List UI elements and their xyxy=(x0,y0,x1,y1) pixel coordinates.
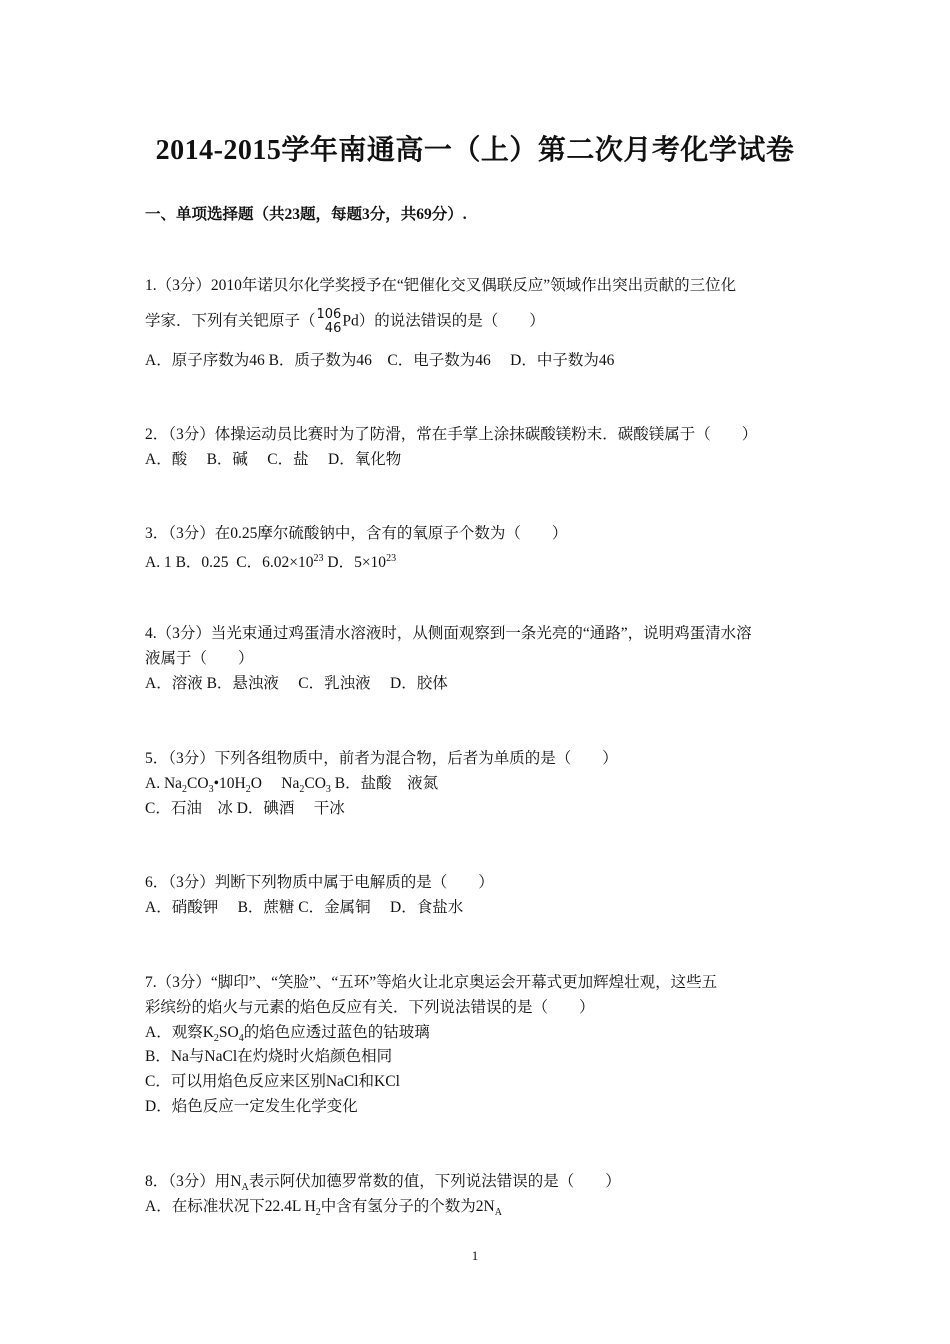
isotope-notation xyxy=(317,308,342,336)
subscript: 2 xyxy=(245,784,251,796)
question-7-option-a xyxy=(145,1023,430,1049)
subscript: 2 xyxy=(213,1033,219,1045)
section-heading: 一、单项选择题（共23题，每题3分，共69分）. xyxy=(145,206,467,223)
text: A．观察K xyxy=(145,1024,214,1041)
subscript: 3 xyxy=(325,784,331,796)
isotope-mass-number: 106 xyxy=(316,307,342,322)
text: A. Na xyxy=(145,775,183,792)
question-1-text-end: ）的说法错误的是（ ） xyxy=(358,312,545,330)
question-8-option-a xyxy=(145,1197,502,1223)
subscript: A xyxy=(494,1207,502,1219)
page-number: 1 xyxy=(471,1248,479,1263)
text: SO xyxy=(218,1024,239,1041)
text: O Na xyxy=(250,775,300,792)
text: 表示阿伏加德罗常数的值，下列说法错误的是（ ） xyxy=(248,1173,621,1190)
question-7-line-1: 7.（3分）“脚印”、“笑脸”、“五环”等焰火让北京奥运会开幕式更加辉煌壮观，这些五 xyxy=(145,974,718,991)
question-5-option-c: C．石油 冰 D．碘酒 干冰 xyxy=(145,800,345,817)
text: 中含有氢分子的个数为2N xyxy=(320,1198,495,1215)
question-1-line-1: 1.（3分）2010年诺贝尔化学奖授予在“钯催化交叉偶联反应”领域作出突出贡献的三位化 xyxy=(145,277,737,294)
question-6-line-1: 6．（3分）判断下列物质中属于电解质的是（ ） xyxy=(145,874,494,891)
question-2-line-1: 2．（3分）体操运动员比赛时为了防滑，常在手掌上涂抹碳酸镁粉末．碳酸镁属于（ ） xyxy=(145,426,758,443)
question-4-line-1: 4.（3分）当光束通过鸡蛋清水溶液时，从侧面观察到一条光亮的“通路”，说明鸡蛋清水溶 xyxy=(145,625,752,642)
text: 8．（3分）用N xyxy=(145,1173,242,1190)
question-4-line-2: 液属于（ ） xyxy=(145,650,254,667)
exponent: 23 xyxy=(313,553,324,564)
text: CO xyxy=(304,775,326,792)
exponent: 23 xyxy=(386,553,397,564)
question-7-option-c: C．可以用焰色反应来区别NaCl和KCl xyxy=(145,1073,400,1090)
question-3-option-d: D．5×10 xyxy=(323,554,387,572)
subscript: A xyxy=(241,1182,249,1194)
question-3-options xyxy=(145,549,396,573)
text: CO xyxy=(187,775,209,792)
question-7-option-d: D．焰色反应一定发生化学变化 xyxy=(145,1098,358,1115)
text: 的焰色应透过蓝色的钴玻璃 xyxy=(243,1024,430,1041)
question-1-text: 学家．下列有关钯原子（ xyxy=(145,312,316,330)
isotope-symbol: Pd xyxy=(342,312,359,330)
question-1-line-2 xyxy=(145,308,545,336)
subscript: 2 xyxy=(299,784,305,796)
text: •10H xyxy=(213,775,246,792)
text: B．盐酸 液氮 xyxy=(330,775,439,792)
question-8-line-1 xyxy=(145,1172,621,1198)
subscript: 2 xyxy=(315,1207,321,1219)
question-4-options: A．溶液 B．悬浊液 C．乳浊液 D．胶体 xyxy=(145,675,448,692)
text: A．在标准状况下22.4L H xyxy=(145,1198,316,1215)
question-7-line-2: 彩缤纷的焰火与元素的焰色反应有关．下列说法错误的是（ ） xyxy=(145,999,595,1016)
question-7-option-b: B．Na与NaCl在灼烧时火焰颜色相同 xyxy=(145,1048,393,1065)
question-5-option-a xyxy=(145,774,438,800)
question-3-line-1: 3．（3分）在0.25摩尔硫酸钠中，含有的氧原子个数为（ ） xyxy=(145,525,568,542)
question-3-option-text: A. 1 B．0.25 C．6.02×10 xyxy=(145,554,314,572)
isotope-atomic-number: 46 xyxy=(324,321,342,336)
page-title: 2014-2015学年南通高一（上）第二次月考化学试卷 xyxy=(155,135,795,166)
subscript: 2 xyxy=(182,784,188,796)
question-1-options: A．原子序数为46 B．质子数为46 C．电子数为46 D．中子数为46 xyxy=(145,352,615,369)
subscript: 4 xyxy=(238,1033,244,1045)
question-6-options: A．硝酸钾 B．蔗糖 C．金属铜 D．食盐水 xyxy=(145,899,464,916)
question-5-line-1: 5．（3分）下列各组物质中，前者为混合物，后者为单质的是（ ） xyxy=(145,750,618,767)
subscript: 3 xyxy=(208,784,214,796)
question-2-options: A．酸 B．碱 C．盐 D．氧化物 xyxy=(145,451,402,468)
